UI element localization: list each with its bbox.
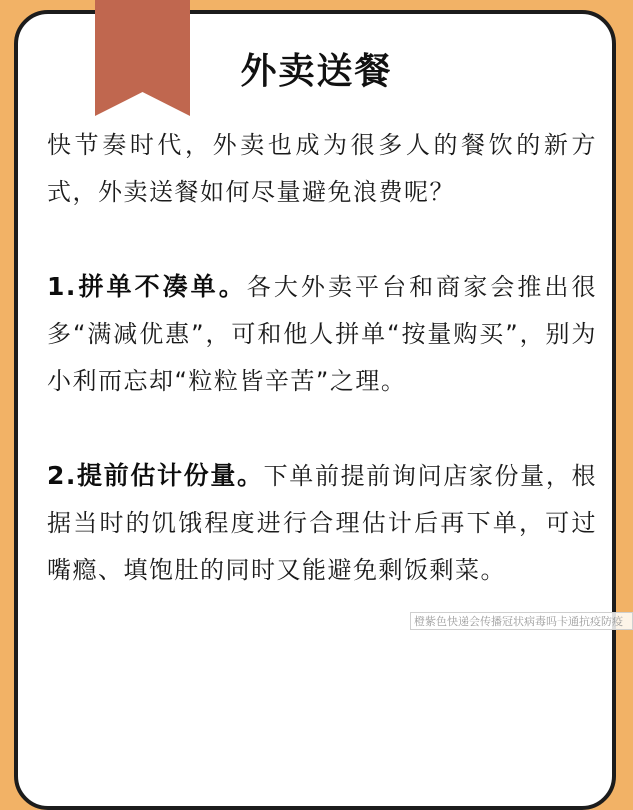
watermark-caption: 橙紫色快递会传播冠状病毒吗卡通抗疫防疫 <box>410 612 633 630</box>
page-title: 外卖送餐 <box>240 51 393 92</box>
tip-body-1: 各大外卖平台和商家会推出很多“满减优惠”，可和他人拼单“按量购买”，别为小利而忘却“粒粒皆辛苦”之理。 <box>47 273 597 395</box>
tip-paragraph-1 <box>47 263 597 405</box>
tip-heading-2: 2.提前估计份量。 <box>47 461 264 490</box>
tip-heading-1: 1.拼单不凑单。 <box>47 272 247 301</box>
intro-paragraph: 快节奏时代，外卖也成为很多人的餐饮的新方式，外卖送餐如何尽量避免浪费呢？ <box>47 131 597 206</box>
article-body <box>47 122 597 594</box>
tip-paragraph-2 <box>47 452 597 594</box>
tip-body-2: 下单前提前询问店家份量，根据当时的饥饿程度进行合理估计后再下单，可过嘴瘾、填饱肚的同时又能避免剩饭剩菜。 <box>47 462 597 584</box>
